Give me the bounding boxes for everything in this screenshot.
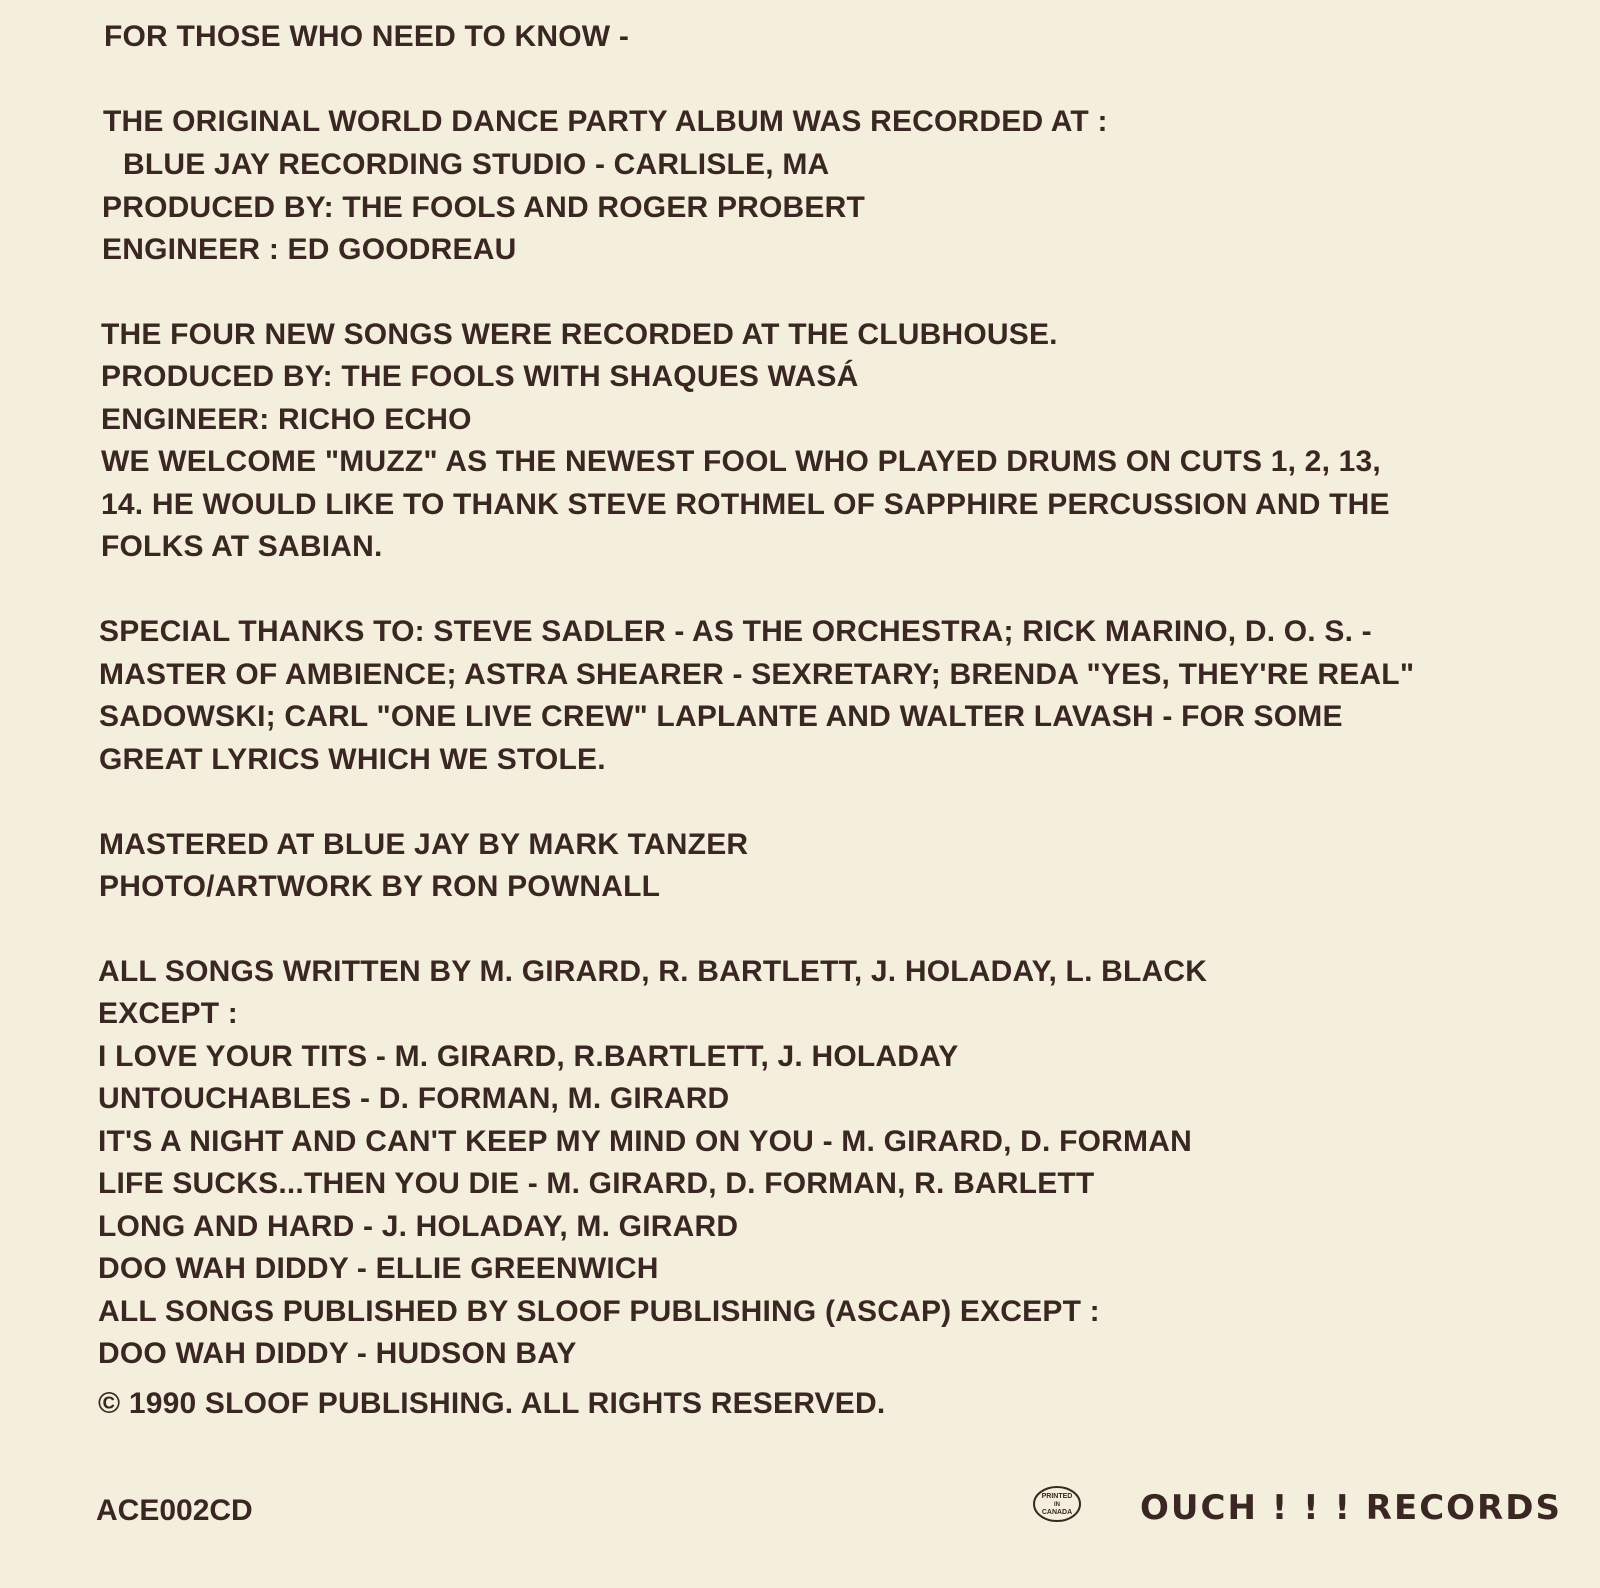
song-credit-5: LONG AND HARD - J. HOLADAY, M. GIRARD	[98, 1210, 739, 1243]
catalog-number: ACE002CD	[96, 1494, 253, 1527]
original-album-engineer: ENGINEER : ED GOODREAU	[102, 233, 517, 266]
songwriting-except: EXCEPT :	[98, 997, 238, 1030]
seal-text-3: CANADA	[1041, 1509, 1073, 1516]
thanks-line-3: SADOWSKI; CARL "ONE LIVE CREW" LAPLANTE AND WALTER LAVASH - FOR SOME	[99, 700, 1343, 733]
new-songs-recorded-at: THE FOUR NEW SONGS WERE RECORDED AT THE CLUBHOUSE.	[101, 318, 1058, 351]
original-album-recorded-at: THE ORIGINAL WORLD DANCE PARTY ALBUM WAS RECORDED AT :	[103, 105, 1108, 138]
publishing-except: DOO WAH DIDDY - HUDSON BAY	[98, 1337, 577, 1370]
artwork-credit: PHOTO/ARTWORK BY RON POWNALL	[99, 870, 661, 903]
songwriting-credit: ALL SONGS WRITTEN BY M. GIRARD, R. BARTLETT, J. HOLADAY, L. BLACK	[98, 955, 1208, 988]
seal-text-2: IN	[1054, 1502, 1060, 1508]
new-songs-producer: PRODUCED BY: THE FOOLS WITH SHAQUES WASÁ	[101, 360, 859, 393]
welcome-line-1: WE WELCOME "MUZZ" AS THE NEWEST FOOL WHO PLAYED DRUMS ON CUTS 1, 2, 13,	[101, 445, 1381, 478]
seal-text-1: PRINTED	[1041, 1493, 1073, 1500]
record-label-logo: OUCH ! ! ! RECORDS	[1140, 1488, 1562, 1528]
welcome-line-3: FOLKS AT SABIAN.	[101, 530, 383, 563]
copyright-notice: © 1990 SLOOF PUBLISHING. ALL RIGHTS RESERVED.	[98, 1387, 886, 1420]
song-credit-1: I LOVE YOUR TITS - M. GIRARD, R.BARTLETT, J. HOLADAY	[98, 1040, 959, 1073]
original-album-studio: BLUE JAY RECORDING STUDIO - CARLISLE, MA	[123, 148, 830, 181]
printed-in-canada-seal	[1032, 1485, 1082, 1523]
song-credit-3: IT'S A NIGHT AND CAN'T KEEP MY MIND ON YOU - M. GIRARD, D. FORMAN	[98, 1125, 1192, 1158]
thanks-line-1: SPECIAL THANKS TO: STEVE SADLER - AS THE ORCHESTRA; RICK MARINO, D. O. S. -	[99, 615, 1372, 648]
thanks-line-4: GREAT LYRICS WHICH WE STOLE.	[99, 743, 606, 776]
new-songs-engineer: ENGINEER: RICHO ECHO	[101, 403, 472, 436]
thanks-line-2: MASTER OF AMBIENCE; ASTRA SHEARER - SEXRETARY; BRENDA "YES, THEY'RE REAL"	[99, 658, 1415, 691]
credits-header: FOR THOSE WHO NEED TO KNOW -	[104, 20, 630, 53]
welcome-line-2: 14. HE WOULD LIKE TO THANK STEVE ROTHMEL OF SAPPHIRE PERCUSSION AND THE	[101, 488, 1390, 521]
original-album-producer: PRODUCED BY: THE FOOLS AND ROGER PROBERT	[102, 191, 866, 224]
song-credit-4: LIFE SUCKS...THEN YOU DIE - M. GIRARD, D. FORMAN, R. BARLETT	[98, 1167, 1095, 1200]
publishing-credit: ALL SONGS PUBLISHED BY SLOOF PUBLISHING (ASCAP) EXCEPT :	[98, 1295, 1100, 1328]
mastering-credit: MASTERED AT BLUE JAY BY MARK TANZER	[99, 828, 749, 861]
song-credit-6: DOO WAH DIDDY - ELLIE GREENWICH	[98, 1252, 659, 1285]
song-credit-2: UNTOUCHABLES - D. FORMAN, M. GIRARD	[98, 1082, 730, 1115]
